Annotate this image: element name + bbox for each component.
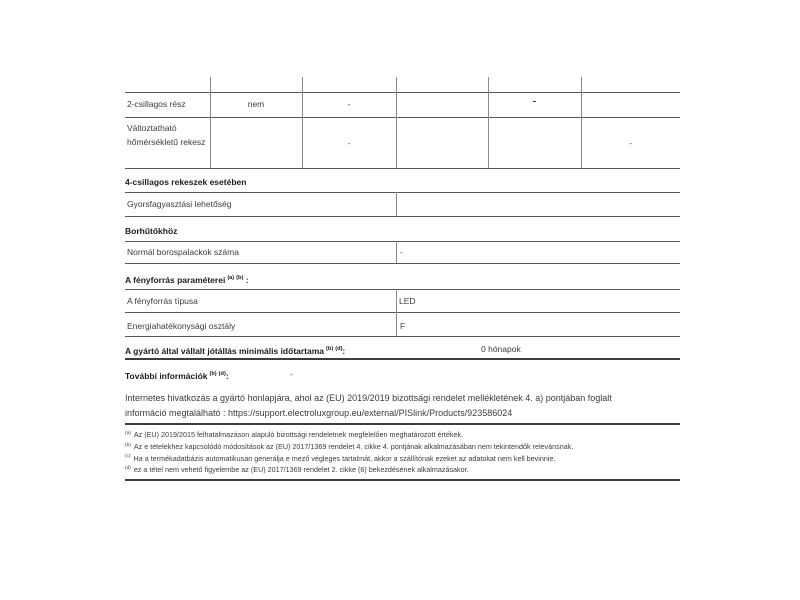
- column-divider-line: [581, 77, 582, 92]
- heading-text: A fényforrás paraméterei: [125, 274, 226, 285]
- table-border-line: [125, 358, 680, 360]
- table-border-line: [125, 263, 680, 264]
- footnote-c: [125, 452, 685, 464]
- footnote-ref-d: (d): [218, 371, 226, 377]
- column-divider-line: [396, 241, 397, 263]
- footnotes-block: [125, 429, 685, 475]
- warranty-label: [125, 344, 345, 357]
- table-border-line: [125, 336, 680, 337]
- row-label-quick-freeze: Gyorsfagyasztási lehetőség: [127, 199, 232, 209]
- section-heading-wine: Borhűtőkhöz: [125, 226, 178, 236]
- table-cell: -: [347, 99, 351, 109]
- footnote-ref-b: (b): [236, 275, 244, 281]
- table-border-line: [125, 117, 680, 118]
- more-info-label-tail: :: [225, 370, 229, 381]
- column-divider-line: [581, 92, 582, 168]
- column-divider-line: [396, 192, 397, 216]
- footnote-ref-b: (b): [326, 346, 334, 352]
- paragraph-line: Internetes hivatkozás a gyártó honlapjára, ahol az (EU) 2019/2019 bizottsági rendelet mellékletének 4. a) pontjában foglalt: [125, 393, 612, 403]
- row-label-variable-temp: Változtatható hőmérsékletű rekesz: [127, 123, 206, 147]
- manufacturer-link-paragraph: [125, 391, 685, 421]
- separator-line: [125, 479, 680, 481]
- table-cell: -: [532, 96, 537, 107]
- footnote-ref-d: (d): [335, 346, 343, 352]
- table-border-line: [125, 312, 680, 313]
- column-divider-line: [396, 289, 397, 336]
- table-border-line: [125, 168, 680, 169]
- footnote-ref-a: (a): [227, 275, 235, 281]
- row-label-energy-class: Energiahatékonysági osztály: [127, 321, 236, 331]
- row-label-light-type: A fényforrás típusa: [127, 296, 198, 306]
- column-divider-line: [302, 77, 303, 92]
- table-cell: -: [347, 138, 351, 148]
- footnote-ref-b: (b): [209, 371, 217, 377]
- column-divider-line: [488, 77, 489, 92]
- row-label-wine-bottles: Normál borospalackok száma: [127, 247, 239, 257]
- column-divider-line: [210, 77, 211, 92]
- column-divider-line: [396, 77, 397, 92]
- footnote-marker: (c): [125, 454, 131, 460]
- row-value-wine-bottles: -: [400, 247, 403, 257]
- footnote-text: Az e tételekhez kapcsolódó módosítások az (EU) 2017/1369 rendelet 4. cikke 4. pontjának alkalmazásában nem tekintendők relevánsnak.: [133, 441, 574, 451]
- footnote-marker: (d): [125, 465, 131, 471]
- row-value-light-type: LED: [399, 296, 416, 306]
- table-border-line: [125, 241, 680, 242]
- column-divider-line: [396, 92, 397, 168]
- table-border-line: [125, 289, 680, 290]
- footnote-text: ez a tétel nem vehető figyelembe az (EU) 2017/1369 rendelet 2. cikke (6) bekezdésének alkalmazásakor.: [133, 465, 469, 475]
- section-heading-light-source: [125, 273, 249, 286]
- heading-tail: :: [243, 274, 249, 285]
- more-info-label: [125, 369, 229, 382]
- table-border-line: [125, 192, 680, 193]
- footnote-text: Ha a termékadatbázis automatikusan generálja e mező végleges tartalmát, akkor a szállítónak ezeket az adatokat nem kell bevinnie.: [133, 453, 556, 463]
- section-heading-4star: 4-csillagos rekeszek esetében: [125, 177, 247, 187]
- more-info-label-text: További információk: [125, 370, 208, 381]
- table-cell: nem: [247, 99, 265, 109]
- footnote-a: [125, 429, 685, 441]
- separator-line: [125, 423, 680, 425]
- table-cell: -: [629, 138, 632, 148]
- footnote-d: [125, 464, 685, 476]
- more-info-value: -: [290, 369, 293, 379]
- row-value-energy-class: F: [400, 321, 406, 331]
- warranty-value: 0 hónapok: [481, 344, 521, 354]
- table-border-line: [125, 216, 680, 217]
- table-border-line: [125, 92, 680, 93]
- warranty-label-text: A gyártó által vállalt jótállás minimális időtartama: [125, 345, 325, 356]
- paragraph-line-url: információ megtalálható : https://support.electroluxgroup.eu/external/PISlink/Products/923586024: [125, 408, 513, 418]
- row-label-2star: 2-csillagos rész: [127, 99, 186, 109]
- footnote-text: Az (EU) 2019/2015 felhatalmazáson alapuló bizottsági rendeletnek megfelelően meghatározott értékek.: [133, 430, 464, 440]
- footnote-marker: (a): [125, 431, 131, 436]
- warranty-label-tail: :: [342, 345, 346, 356]
- footnote-marker: (b): [125, 442, 131, 448]
- footnote-b: [125, 441, 685, 453]
